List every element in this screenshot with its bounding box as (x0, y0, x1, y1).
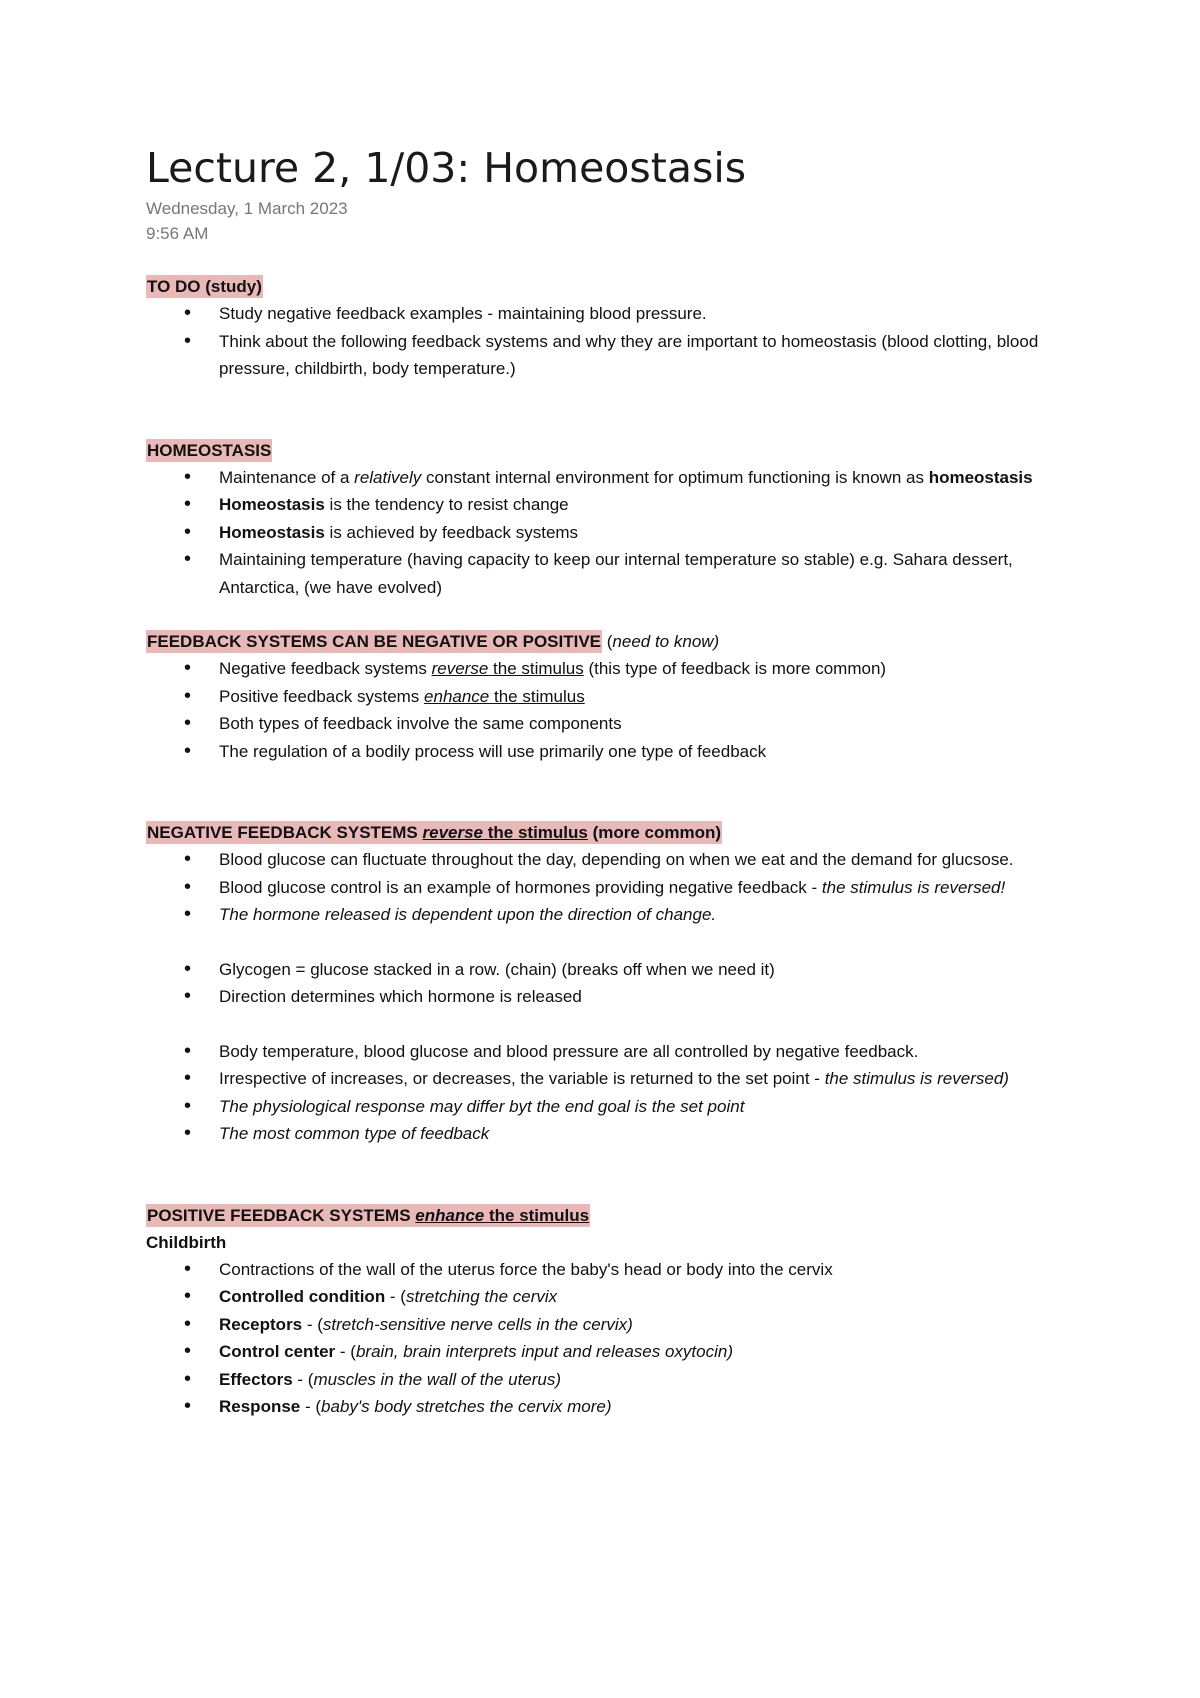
list-item: • Maintenance of a relatively constant internal environment for optimum functioning is known as homeostasis (146, 464, 1076, 492)
note-content (146, 140, 1076, 1421)
list-item: • Glycogen = glucose stacked in a row. (chain) (breaks off when we need it) (146, 956, 1076, 984)
feedback-list (146, 655, 1076, 765)
negative-list-3 (146, 1038, 1076, 1148)
list-item: • Direction determines which hormone is released (146, 983, 1076, 1011)
list-item: • The physiological response may differ byt the end goal is the set point (146, 1093, 1076, 1121)
positive-section (146, 1202, 1076, 1229)
list-item: • Blood glucose can fluctuate throughout the day, depending on when we eat and the demand for glucsose. (146, 846, 1076, 874)
feedback-note: need to know) (612, 632, 720, 651)
list-item: • Homeostasis is the tendency to resist change (146, 491, 1076, 519)
list-item: • Positive feedback systems enhance the stimulus (146, 683, 1076, 711)
list-item: • Both types of feedback involve the same components (146, 710, 1076, 738)
note-date: Wednesday, 1 March 2023 (146, 199, 348, 218)
list-item: • Blood glucose control is an example of hormones providing negative feedback - the stimulus is reversed! (146, 874, 1076, 902)
list-item: • Study negative feedback examples - maintaining blood pressure. (146, 300, 1076, 328)
list-item: • The regulation of a bodily process will use primarily one type of feedback (146, 738, 1076, 766)
feedback-section: FEEDBACK SYSTEMS CAN BE NEGATIVE OR POSITIVE (need to know) (147, 632, 720, 651)
list-item: • Think about the following feedback systems and why they are important to homeostasis (blood clotting, blood pressure, childbirth, body temperature.) (146, 328, 1076, 383)
list-item: • Control center - (brain, brain interprets input and releases oxytocin) (146, 1338, 1076, 1366)
list-item: • The most common type of feedback (146, 1120, 1076, 1148)
negative-list (146, 846, 1076, 929)
page-title: Lecture 2, 1/03: Homeostasis (146, 144, 747, 192)
note-time: 9:56 AM (146, 224, 209, 243)
homeostasis-section (146, 437, 1076, 464)
todo-heading: TO DO (study) (147, 277, 262, 296)
negative-list-2 (146, 956, 1076, 1011)
childbirth-subheading: Childbirth (146, 1232, 227, 1252)
todo-section (146, 273, 1076, 300)
list-item: • Response - (baby's body stretches the cervix more) (146, 1393, 1076, 1421)
positive-list (146, 1256, 1076, 1421)
homeostasis-heading: HOMEOSTASIS (147, 440, 272, 460)
list-item: • Irrespective of increases, or decreases, the variable is returned to the set point - the stimulus is reversed) (146, 1065, 1076, 1093)
todo-list (146, 300, 1076, 383)
feedback-heading: FEEDBACK SYSTEMS CAN BE NEGATIVE OR POSITIVE (147, 632, 602, 651)
list-item: • Body temperature, blood glucose and blood pressure are all controlled by negative feedback. (146, 1038, 1076, 1066)
list-item: • Receptors - (stretch-sensitive nerve cells in the cervix) (146, 1311, 1076, 1339)
positive-heading: POSITIVE FEEDBACK SYSTEMS enhance the stimulus (147, 1205, 590, 1225)
list-item: • Controlled condition - (stretching the cervix (146, 1283, 1076, 1311)
list-item: • Effectors - (muscles in the wall of the uterus) (146, 1366, 1076, 1394)
negative-section (146, 819, 1076, 846)
list-item: • Negative feedback systems reverse the stimulus (this type of feedback is more common) (146, 655, 1076, 683)
list-item: • Contractions of the wall of the uterus force the baby's head or body into the cervix (146, 1256, 1076, 1284)
homeostasis-list (146, 464, 1076, 602)
list-item: • The hormone released is dependent upon the direction of change. (146, 901, 1076, 929)
list-item: • Homeostasis is achieved by feedback systems (146, 519, 1076, 547)
negative-heading: NEGATIVE FEEDBACK SYSTEMS reverse the stimulus (more common) (147, 823, 722, 842)
list-item: • Maintaining temperature (having capacity to keep our internal temperature so stable) e.g. Sahara dessert, Antarctica, (we have evolved) (146, 546, 1076, 601)
